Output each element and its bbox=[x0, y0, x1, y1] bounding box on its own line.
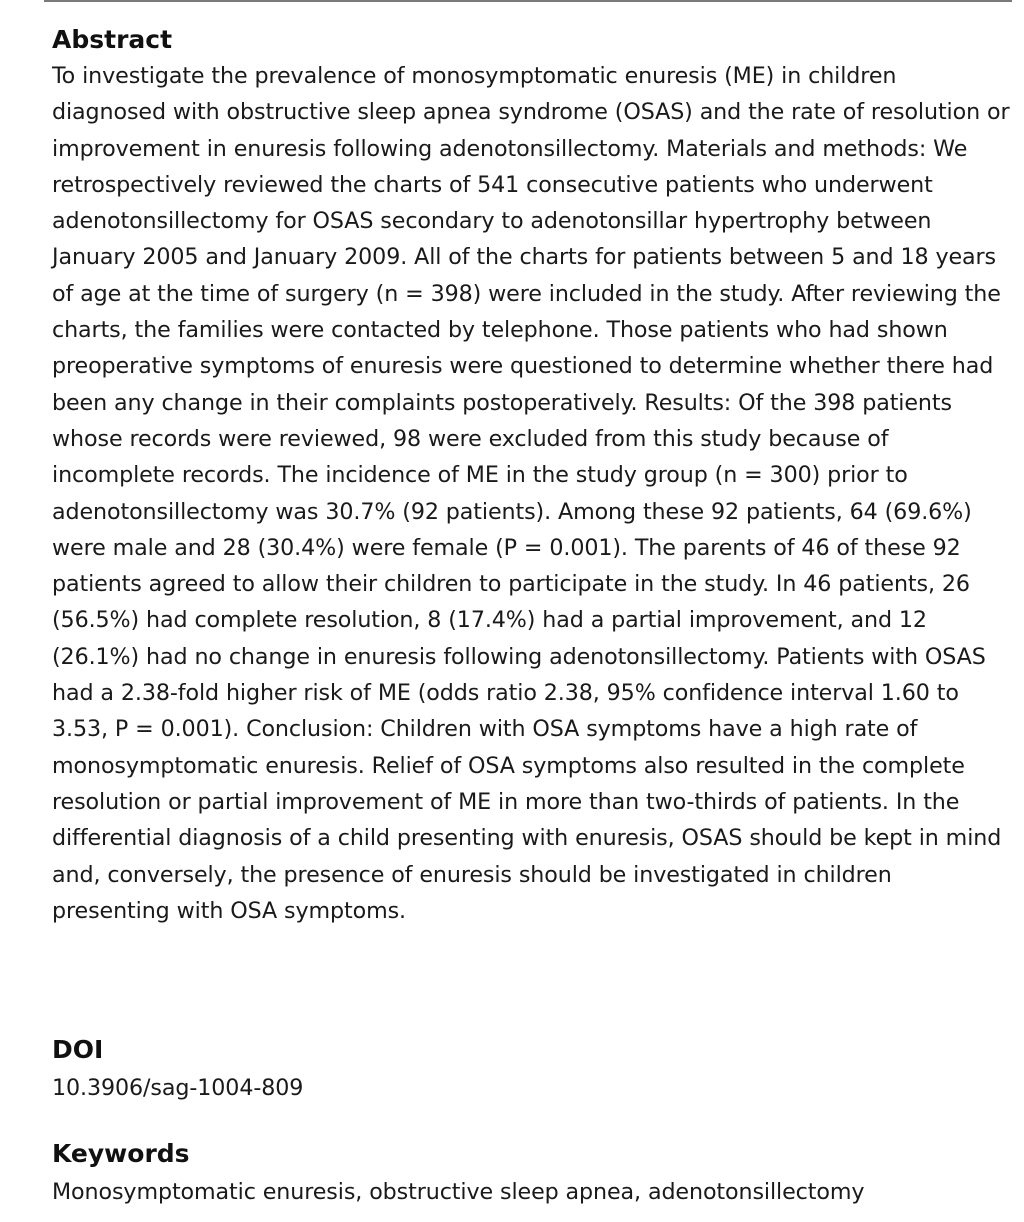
abstract-text: To investigate the prevalence of monosymptomatic enuresis (ME) in children diagnosed with obstructive sleep apnea syndrome (OSAS) and the rate of resolution or improvement in enuresis following adenotonsillectomy. Materials and methods: We retrospectively reviewed the charts of 541 consecutive patients who underwent adenotonsillectomy for OSAS secondary to adenotonsillar hypertrophy between January 2005 and January 2009. All of the charts for patients between 5 and 18 years of age at the time of surgery (n = 398) were included in the study. After reviewing the charts, the families were contacted by telephone. Those patients who had shown preoperative symptoms of enuresis were questioned to determine whether there had been any change in their complaints postoperatively. Results: Of the 398 patients whose records were reviewed, 98 were excluded from this study because of incomplete records. The incidence of ME in the study group (n = 300) prior to adenotonsillectomy was 30.7% (92 patients). Among these 92 patients, 64 (69.6%) were male and 28 (30.4%) were female (P = 0.001). The parents of 46 of these 92 patients agreed to allow their children to participate in the study. In 46 patients, 26 (56.5%) had complete resolution, 8 (17.4%) had a partial improvement, and 12 (26.1%) had no change in enuresis following adenotonsillectomy. Patients with OSAS had a 2.38-fold higher risk of ME (odds ratio 2.38, 95% confidence interval 1.60 to 3.53, P = 0.001). Conclusion: Children with OSA symptoms have a high rate of monosymptomatic enuresis. Relief of OSA symptoms also resulted in the complete resolution or partial improvement of ME in more than two-thirds of patients. In the differential diagnosis of a child presenting with enuresis, OSAS should be kept in mind and, conversely, the presence of enuresis should be investigated in children presenting with OSA symptoms. bbox=[52, 63, 1010, 924]
doi-section bbox=[52, 1032, 303, 1106]
abstract-heading: Abstract bbox=[52, 25, 173, 54]
article-details bbox=[52, 22, 1012, 1205]
doi-value[interactable]: 10.3906/sag-1004-809 bbox=[52, 1075, 304, 1101]
keywords-value: Monosymptomatic enuresis, obstructive sleep apnea, adenotonsillectomy bbox=[52, 1179, 865, 1205]
keywords-heading: Keywords bbox=[52, 1139, 190, 1168]
top-divider bbox=[44, 0, 1012, 2]
keywords-section bbox=[52, 1136, 864, 1210]
doi-heading: DOI bbox=[52, 1035, 104, 1064]
abstract-section bbox=[52, 22, 1012, 929]
